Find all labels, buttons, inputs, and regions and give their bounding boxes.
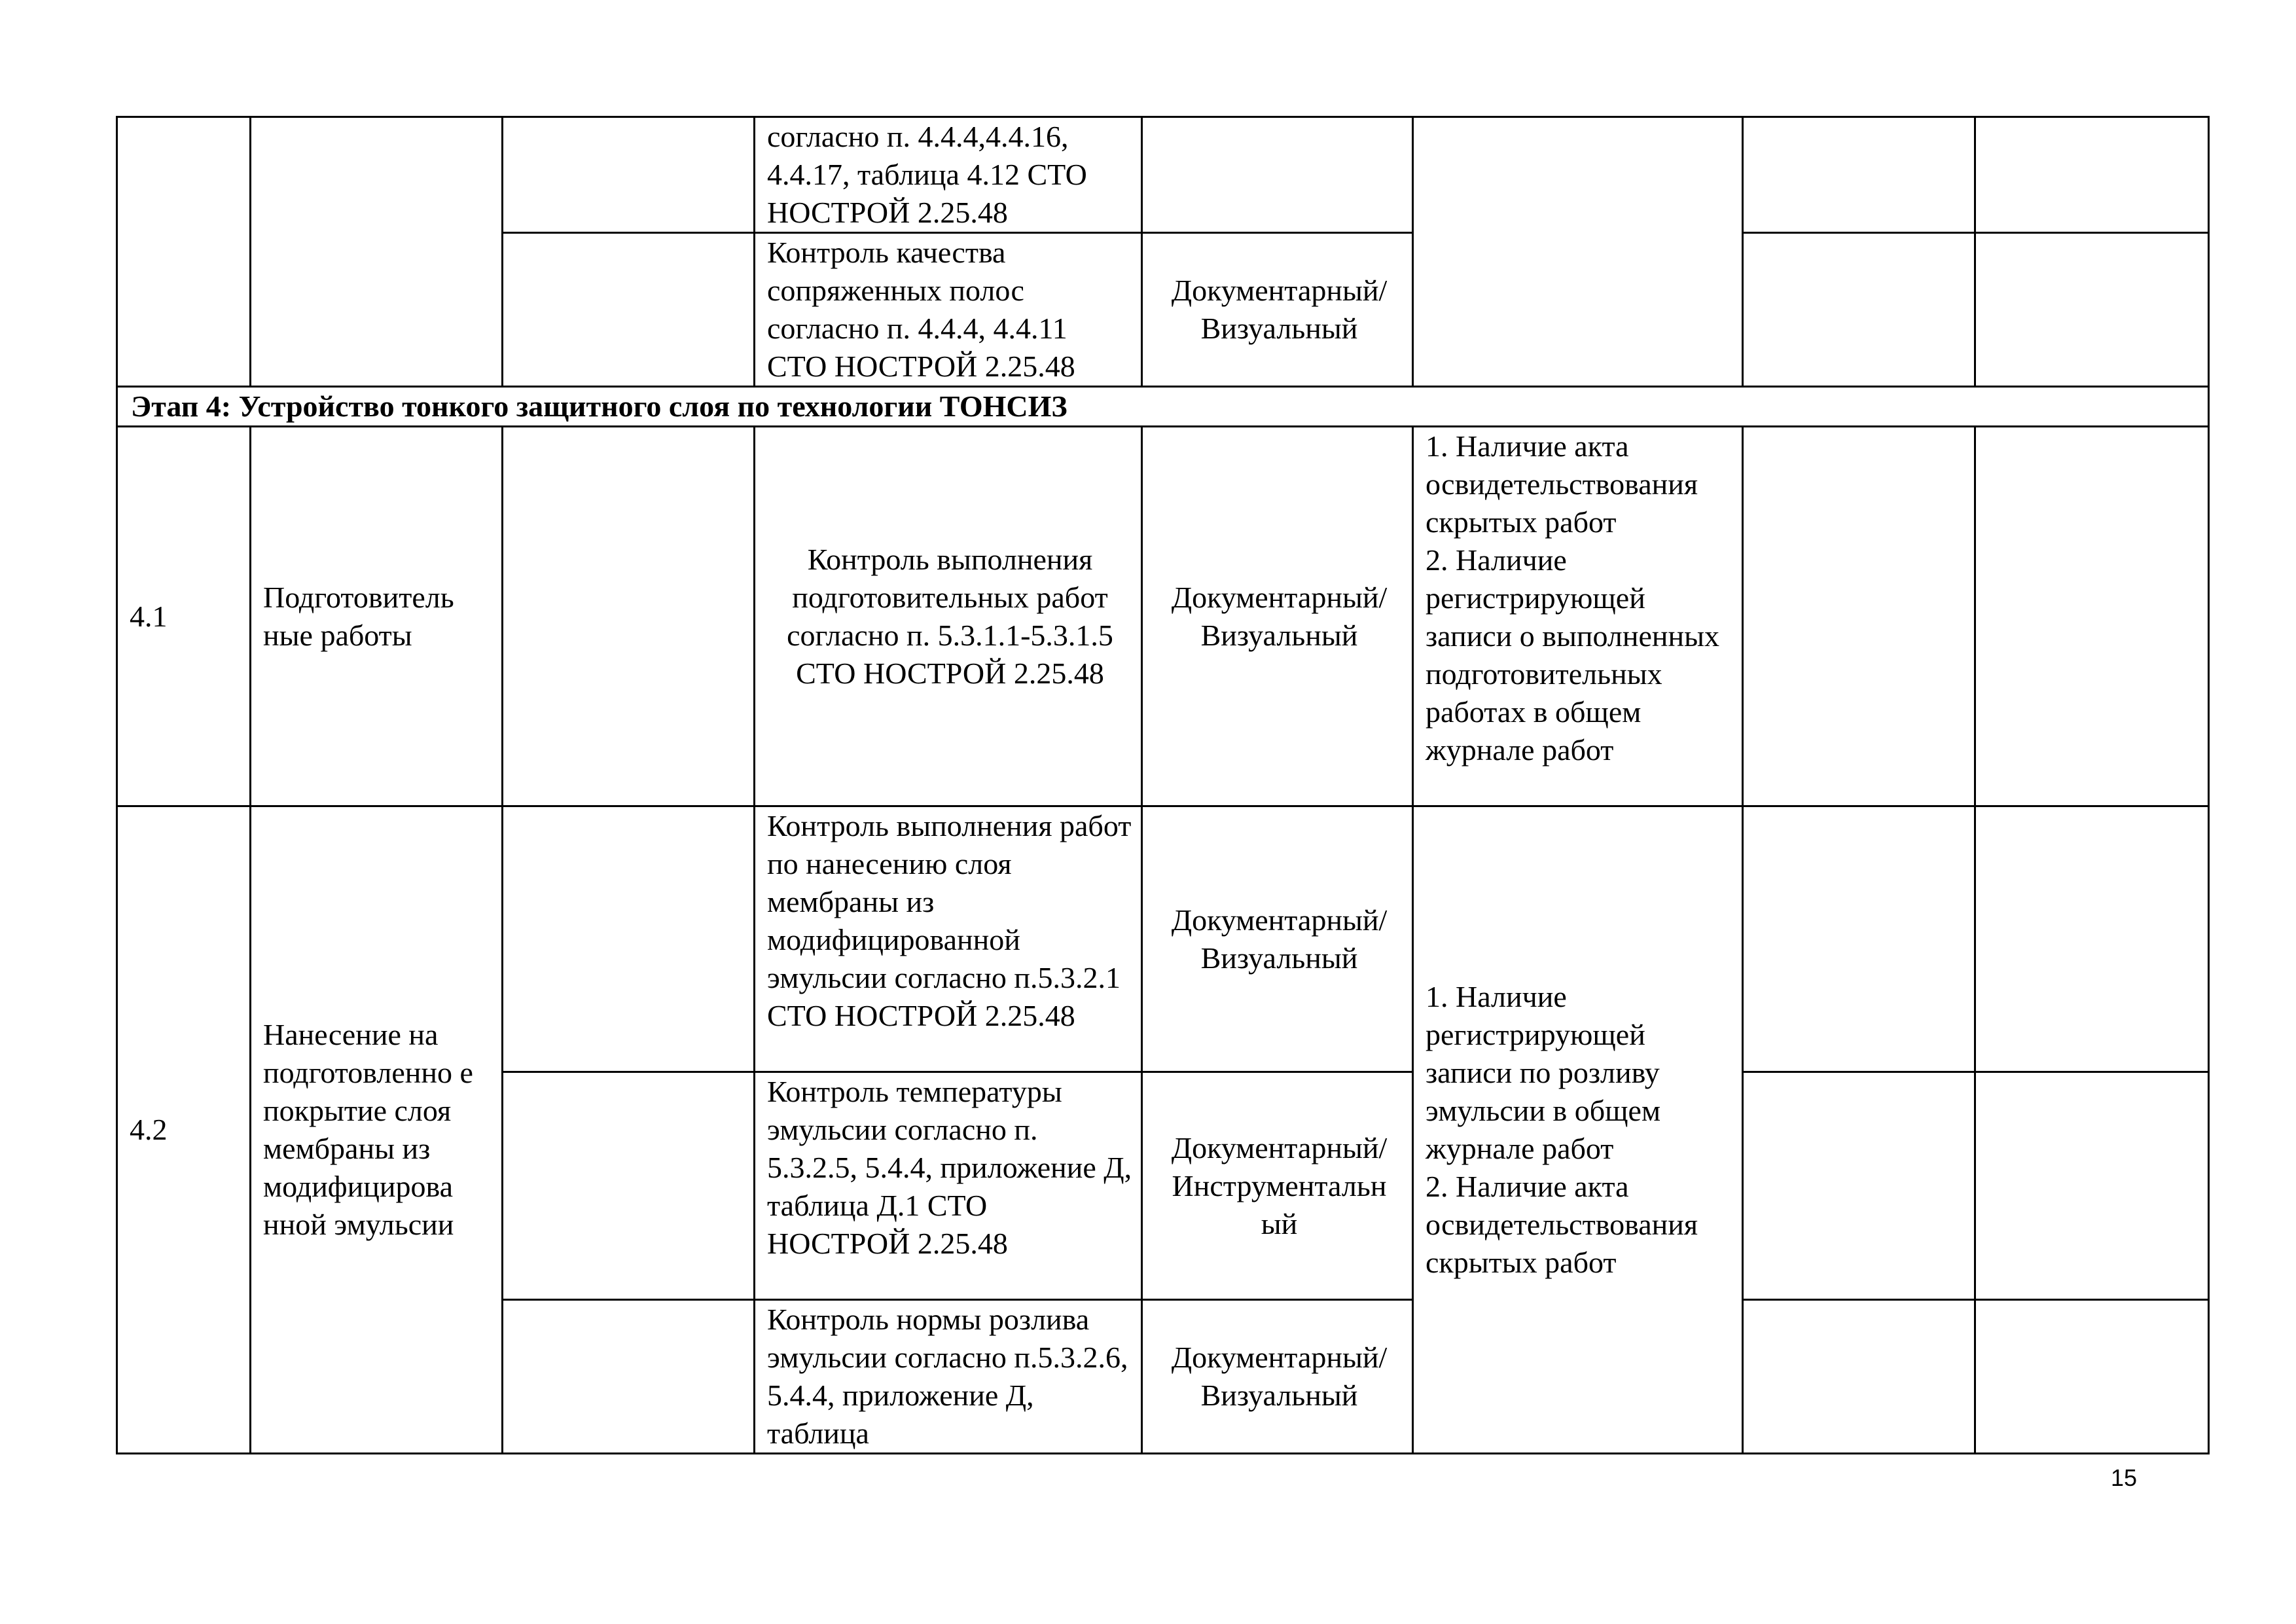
cell-documents: 1. Наличие регистрирующей записи по розливу эмульсии в общем журнале работ 2. Наличие акта освидетельствования скрытых работ xyxy=(1413,806,1743,1454)
stage-row xyxy=(117,387,2209,427)
cell-empty xyxy=(1975,117,2209,233)
page-number: 15 xyxy=(2111,1464,2138,1491)
cell-num: 4.2 xyxy=(117,806,251,1454)
stage-title: Этап 4: Устройство тонкого защитного слоя по технологии ТОНСИЗ xyxy=(117,387,2209,427)
cell-num: 4.1 xyxy=(117,427,251,806)
cell-requirement: Контроль температуры эмульсии согласно п. 5.3.2.5, 5.4.4, приложение Д, таблица Д.1 СТО НОСТРОЙ 2.25.48 xyxy=(755,1072,1142,1300)
cell-requirement: согласно п. 4.4.4,4.4.16, 4.4.17, таблица 4.12 СТО НОСТРОЙ 2.25.48 xyxy=(755,117,1142,233)
cell-method: Документарный/ Визуальный xyxy=(1142,806,1413,1072)
cell-requirement: Контроль качества сопряженных полос согласно п. 4.4.4, 4.4.11 СТО НОСТРОЙ 2.25.48 xyxy=(755,233,1142,387)
cell-empty xyxy=(503,806,755,1072)
cell-documents: 1. Наличие акта освидетельствования скрытых работ 2. Наличие регистрирующей записи о выполненных подготовительных работах в общем журнале работ xyxy=(1413,427,1743,806)
cell-empty xyxy=(503,1300,755,1454)
cell-empty xyxy=(503,427,755,806)
cell-stage-name: Нанесение на подготовленно е покрытие слоя мембраны из модифицирова нной эмульсии xyxy=(251,806,503,1454)
cell-empty xyxy=(1975,233,2209,387)
table-row xyxy=(117,427,2209,806)
cell-requirement: Контроль нормы розлива эмульсии согласно п.5.3.2.6, 5.4.4, приложение Д, таблица xyxy=(755,1300,1142,1454)
cell-empty xyxy=(1975,1072,2209,1300)
cell-stage-name xyxy=(251,117,503,387)
cell-method: Документарный/ Визуальный xyxy=(1142,1300,1413,1454)
cell-method: Документарный/ Визуальный xyxy=(1142,233,1413,387)
cell-empty xyxy=(1743,427,1975,806)
cell-empty xyxy=(503,117,755,233)
cell-requirement: Контроль выполнения подготовительных работ согласно п. 5.3.1.1-5.3.1.5 СТО НОСТРОЙ 2.25.48 xyxy=(755,427,1142,806)
cell-num xyxy=(117,117,251,387)
control-table xyxy=(116,116,2210,1454)
cell-stage-name: Подготовитель ные работы xyxy=(251,427,503,806)
cell-empty xyxy=(1743,1300,1975,1454)
cell-empty xyxy=(1975,427,2209,806)
table-row xyxy=(117,806,2209,1072)
cell-documents xyxy=(1413,117,1743,387)
cell-method: Документарный/ Визуальный xyxy=(1142,427,1413,806)
cell-empty xyxy=(1743,233,1975,387)
cell-empty xyxy=(503,1072,755,1300)
cell-method: Документарный/ Инструментальн ый xyxy=(1142,1072,1413,1300)
table-row xyxy=(117,117,2209,233)
cell-requirement: Контроль выполнения работ по нанесению слоя мембраны из модифицированной эмульсии согласно п.5.3.2.1 СТО НОСТРОЙ 2.25.48 xyxy=(755,806,1142,1072)
cell-empty xyxy=(1975,1300,2209,1454)
cell-empty xyxy=(1743,117,1975,233)
cell-empty xyxy=(1743,806,1975,1072)
cell-method xyxy=(1142,117,1413,233)
cell-empty xyxy=(1743,1072,1975,1300)
cell-empty xyxy=(1975,806,2209,1072)
cell-empty xyxy=(503,233,755,387)
